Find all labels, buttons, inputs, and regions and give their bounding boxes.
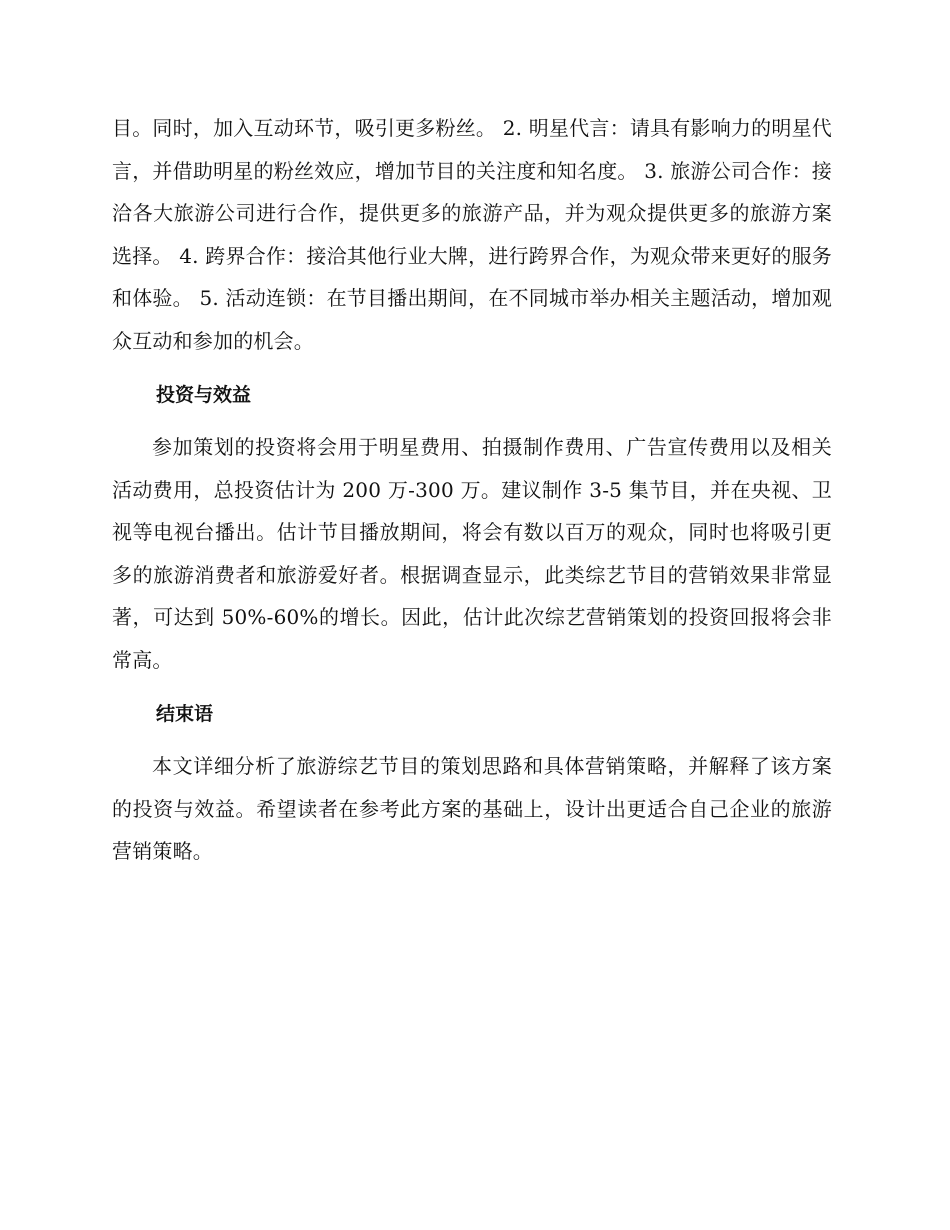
spacer [112, 416, 832, 426]
section-heading-investment: 投资与效益 [156, 384, 252, 406]
spacer [112, 681, 832, 693]
document-body [112, 107, 832, 873]
continued-paragraph: 目。同时，加入互动环节，吸引更多粉丝。 2. 明星代言：请具有影响力的明星代言，并借助明星的粉丝效应，增加节目的关注度和知名度。 3. 旅游公司合作：接洽各大旅游公司进行合作，提供更多的旅游产品，并为观众提供更多的旅游方案选择。 4. 跨界合作：接洽其他行业大牌，进行跨界合作，为观众带来更好的服务和体验。 5. 活动连锁：在节目播出期间，在不同城市举办相关主题活动，增加观众互动和参加的机会。 [112, 116, 832, 353]
spacer [112, 735, 832, 745]
section-heading-conclusion: 结束语 [156, 703, 214, 725]
spacer [112, 362, 832, 374]
section-body-conclusion: 本文详细分析了旅游综艺节目的策划思路和具体营销策略，并解释了该方案的投资与效益。希望读者在参考此方案的基础上，设计出更适合自己企业的旅游营销策略。 [112, 754, 832, 863]
section-body-investment: 参加策划的投资将会用于明星费用、拍摄制作费用、广告宣传费用以及相关活动费用，总投资估计为 200 万-300 万。建议制作 3-5 集节目，并在央视、卫视等电视台播出。估计节目播放期间，将会有数以百万的观众，同时也将吸引更多的旅游消费者和旅游爱好者。根据调查显示，此类综艺节目的营销效果非常显著，可达到 50%-60%的增长。因此，估计此次综艺营销策划的投资回报将会非常高。 [112, 435, 832, 672]
